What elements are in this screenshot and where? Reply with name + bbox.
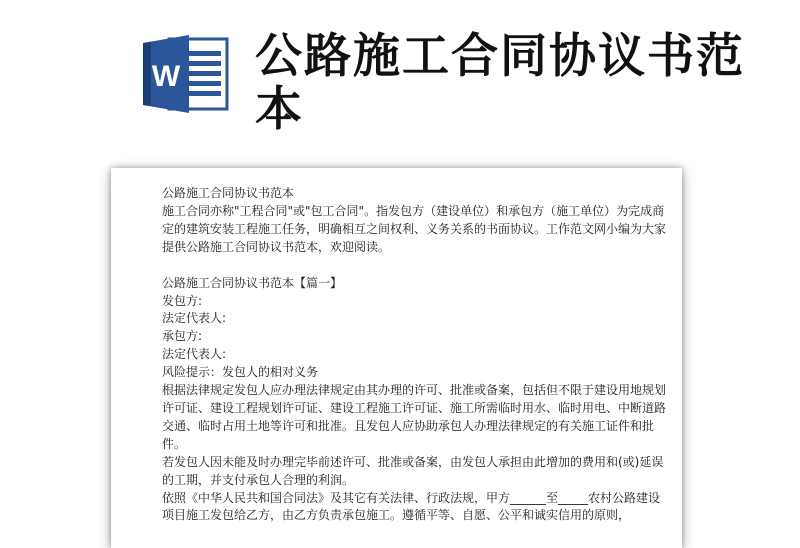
document-title: 公路施工合同协议书范本 bbox=[162, 186, 295, 200]
body-paragraph: 根据法律规定发包人应办理法律规定由其办理的许可、批准或备案，包括但不限于建设用地规划许可证、建设工程规划许可证、建设工程施工许可证、施工所需临时用水、临时用电、中断道路交通、临时占用土地等许可和批准。且发包人应协助承包人办理法律规定的有关施工证件和批件。 bbox=[162, 383, 667, 451]
document-page bbox=[111, 168, 682, 548]
paragraph-gap bbox=[162, 257, 668, 275]
risk-tip: 风险提示：发包人的相对义务 bbox=[162, 365, 319, 380]
field-contractor: 承包方: bbox=[162, 329, 203, 344]
body-paragraph: 若发包人因未能及时办理完毕前述许可、批准或备案，由发包人承担由此增加的费用和(或)延误的工期，并支付承包人合理的利润。 bbox=[162, 454, 664, 487]
field-contractor-representative: 法定代表人: bbox=[162, 347, 227, 362]
body-paragraph: 依照《中华人民共和国合同法》及其它有关法律、行政法规，甲方______至_____农村公路建设项目施工发包给乙方，由乙方负责承包施工。遵循平等、自愿、公平和诚实信用的原则， bbox=[162, 490, 661, 523]
page-title: 公路施工合同协议书范本 bbox=[255, 29, 745, 137]
document-body bbox=[162, 185, 668, 525]
field-employer-representative: 法定代表人: bbox=[162, 311, 227, 326]
header-banner bbox=[0, 0, 800, 150]
field-employer: 发包方: bbox=[162, 293, 203, 308]
word-icon-letter: W bbox=[151, 60, 181, 93]
intro-paragraph: 施工合同亦称"工程合同"或"包工合同"。指发包方（建设单位）和承包方（施工单位）为完成商定的建筑安装工程施工任务，明确相互之间权利、义务关系的书面协议。工作范文网小编为大家提供公路施工合同协议书范本，欢迎阅读。 bbox=[162, 203, 667, 254]
section-title: 公路施工合同协议书范本【篇一】 bbox=[162, 275, 343, 290]
word-document-icon bbox=[143, 33, 231, 115]
